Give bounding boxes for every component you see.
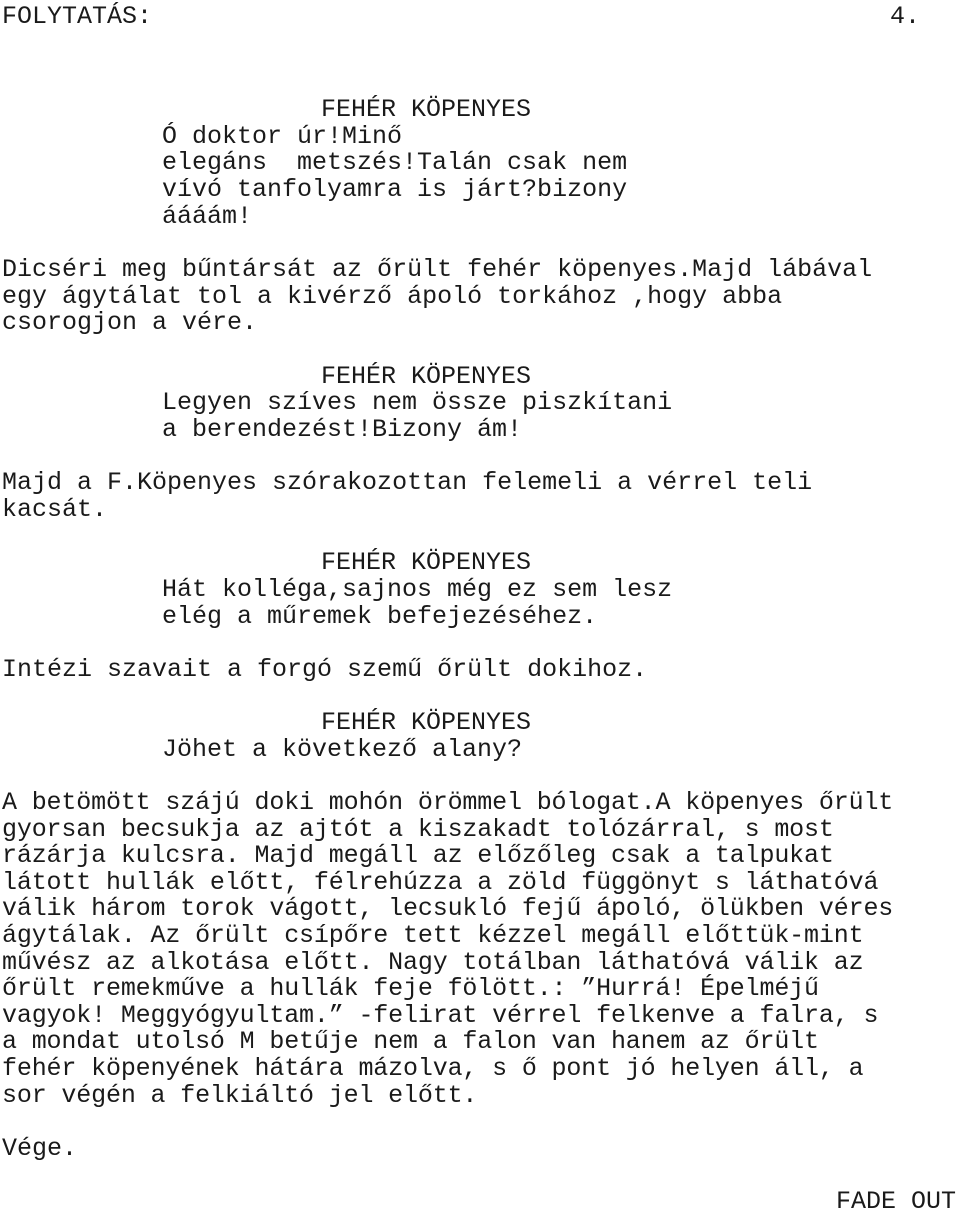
action-line: Intézi szavait a forgó szemű őrült dokihoz. [2, 655, 648, 684]
dialogue-line: elég a műremek befejezéséhez. [162, 602, 598, 631]
action-line: A betömött szájú doki mohón örömmel bólogat.A köpenyes őrült [2, 788, 894, 817]
action-line: őrült remekműve a hullák feje fölött.: ”Hurrá! Épelméjű [2, 974, 819, 1003]
character-name: FEHÉR KÖPENYES [321, 95, 532, 124]
action-line: kacsát. [2, 495, 108, 524]
dialogue-line: Hát kolléga,sajnos még ez sem lesz [162, 575, 673, 604]
dialogue-line: Jöhet a következő alany? [162, 735, 523, 764]
action-line: vagyok! Meggyógyultam.” -felirat vérrel felkenve a falra, s [2, 1001, 879, 1030]
dialogue-line: elegáns metszés!Talán csak nem [162, 148, 628, 177]
end-line: Vége. [2, 1134, 78, 1163]
action-line: csorogjon a vére. [2, 308, 258, 337]
action-line: látott hullák előtt, félrehúzza a zöld függönyt s láthatóvá [2, 868, 879, 897]
page-number: 4. [889, 2, 920, 31]
dialogue-line: áááám! [162, 202, 253, 231]
action-line: ágytálak. Az őrült csípőre tett kézzel megáll előttük-mint [2, 921, 864, 950]
character-name: FEHÉR KÖPENYES [321, 362, 532, 391]
action-line: válik három torok vágott, lecsukló fejű ápoló, ölükben véres [2, 894, 894, 923]
dialogue-line: Ó doktor úr!Minő [162, 122, 403, 151]
transition-fade-out: FADE OUT [835, 1187, 956, 1216]
action-line: gyorsan becsukja az ajtót a kiszakadt tolózárral, s most [2, 815, 834, 844]
dialogue-line: Legyen szíves nem össze piszkítani [162, 388, 673, 417]
action-line: sor végén a felkiáltó jel előtt. [2, 1081, 478, 1110]
continued-label: FOLYTATÁS: [2, 2, 153, 31]
action-line: rázárja kulcsra. Majd megáll az előzőleg csak a talpukat [2, 841, 834, 870]
action-line: művész az alkotása előtt. Nagy totálban láthatóvá válik az [2, 948, 864, 977]
character-name: FEHÉR KÖPENYES [321, 708, 532, 737]
dialogue-line: a berendezést!Bizony ám! [162, 415, 523, 444]
dialogue-line: vívó tanfolyamra is járt?bizony [162, 175, 628, 204]
action-line: Dicséri meg bűntársát az őrült fehér köpenyes.Majd lábával [2, 255, 873, 284]
character-name: FEHÉR KÖPENYES [321, 548, 532, 577]
action-line: Majd a F.Köpenyes szórakozottan felemeli a vérrel teli [2, 468, 813, 497]
action-line: egy ágytálat tol a kivérző ápoló torkához ,hogy abba [2, 282, 783, 311]
action-line: fehér köpenyének hátára mázolva, s ő pont jó helyen áll, a [2, 1054, 864, 1083]
action-line: a mondat utolsó M betűje nem a falon van hanem az őrült [2, 1027, 819, 1056]
